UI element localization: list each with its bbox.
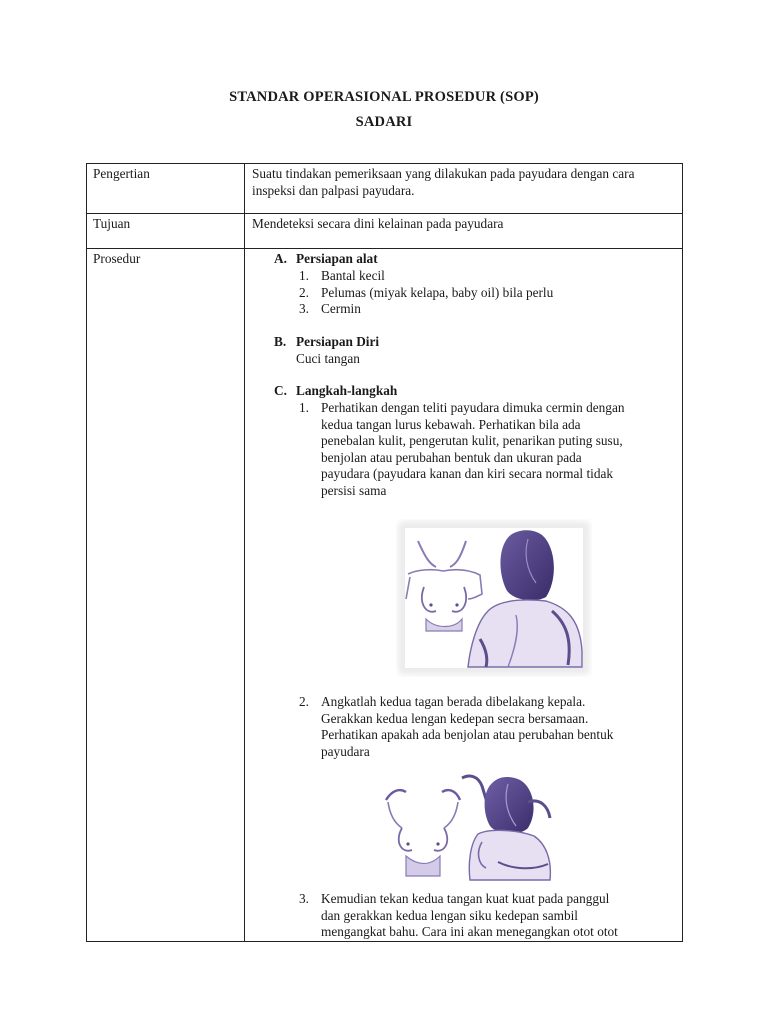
item-number: 3. bbox=[299, 301, 309, 316]
sop-table bbox=[86, 163, 683, 942]
section-b-marker: B. bbox=[274, 333, 287, 349]
step-line: Perhatikan apakah ada benjolan atau perubahan bentuk bbox=[321, 727, 614, 742]
section-c-title: Langkah-langkah bbox=[296, 383, 398, 398]
illustration-arms-raised bbox=[378, 772, 674, 884]
section-b-heading bbox=[274, 334, 674, 351]
step-item-3 bbox=[274, 891, 674, 941]
label-pengertian: Pengertian bbox=[87, 164, 245, 214]
list-item bbox=[274, 268, 674, 285]
section-langkah-langkah bbox=[274, 383, 674, 941]
item-number: 1. bbox=[299, 400, 309, 415]
section-persiapan-alat bbox=[274, 251, 674, 318]
item-number: 3. bbox=[299, 891, 309, 906]
label-prosedur: Prosedur bbox=[87, 249, 245, 942]
step-line: mengangkat bahu. Cara ini akan menegangkan otot otot bbox=[321, 924, 618, 939]
row-prosedur bbox=[87, 249, 683, 942]
section-c-heading bbox=[274, 383, 674, 400]
step-line: Perhatikan dengan teliti payudara dimuka cermin dengan bbox=[321, 400, 625, 415]
prosedur-content bbox=[245, 249, 683, 942]
section-persiapan-diri bbox=[274, 334, 674, 368]
item-number: 2. bbox=[299, 694, 309, 709]
section-b-title: Persiapan Diri bbox=[296, 333, 380, 349]
step-line: persisi sama bbox=[321, 482, 387, 498]
row-pengertian bbox=[87, 164, 683, 214]
list-item bbox=[274, 285, 674, 302]
document-subtitle: SADARI bbox=[355, 114, 413, 130]
item-number: 1. bbox=[299, 268, 309, 283]
section-a-title: Persiapan alat bbox=[296, 251, 378, 266]
step-line: Angkatlah kedua tagan berada dibelakang kepala. bbox=[321, 694, 586, 709]
step-line: benjolan atau perubahan bentuk dan ukuran pada bbox=[321, 449, 582, 465]
item-text: Cermin bbox=[321, 301, 361, 316]
item-text: Bantal kecil bbox=[321, 268, 385, 283]
text-tujuan: Mendeteksi secara dini kelainan pada payudara bbox=[245, 214, 683, 249]
step-line: penebalan kulit, pengerutan kulit, penarikan puting susu, bbox=[321, 433, 623, 448]
step-line: dan gerakkan kedua lengan siku kedepan sambil bbox=[321, 907, 578, 923]
section-a-heading bbox=[274, 251, 674, 268]
item-text: Pelumas (miyak kelapa, baby oil) bila perlu bbox=[321, 284, 554, 300]
item-number: 2. bbox=[299, 284, 309, 300]
row-tujuan bbox=[87, 214, 683, 249]
label-tujuan: Tujuan bbox=[87, 214, 245, 249]
text-pengertian: Suatu tindakan pemeriksaan yang dilakukan pada payudara dengan cara inspeksi dan palpasi payudara. bbox=[245, 164, 683, 214]
step-line: Kemudian tekan kedua tangan kuat kuat pada panggul bbox=[321, 891, 610, 906]
step-line: kedua tangan lurus kebawah. Perhatikan bila ada bbox=[321, 416, 581, 432]
step-line: payudara bbox=[321, 743, 370, 759]
illustration-arms-down bbox=[396, 519, 674, 677]
section-b-text: Cuci tangan bbox=[296, 350, 360, 366]
section-a-marker: A. bbox=[274, 251, 287, 266]
step-item-1 bbox=[274, 400, 674, 499]
step-item-2 bbox=[274, 694, 674, 760]
section-c-marker: C. bbox=[274, 383, 287, 398]
document-title: STANDAR OPERASIONAL PROSEDUR (SOP) bbox=[229, 89, 539, 105]
step-line: payudara (payudara kanan dan kiri secara normal tidak bbox=[321, 466, 614, 481]
illustration-arms-raised-drawing bbox=[378, 772, 558, 884]
step-line: Gerakkan kedua lengan kedepan secra bersamaan. bbox=[321, 710, 589, 726]
illustration-arms-down-drawing bbox=[396, 519, 592, 677]
list-item bbox=[274, 301, 674, 318]
